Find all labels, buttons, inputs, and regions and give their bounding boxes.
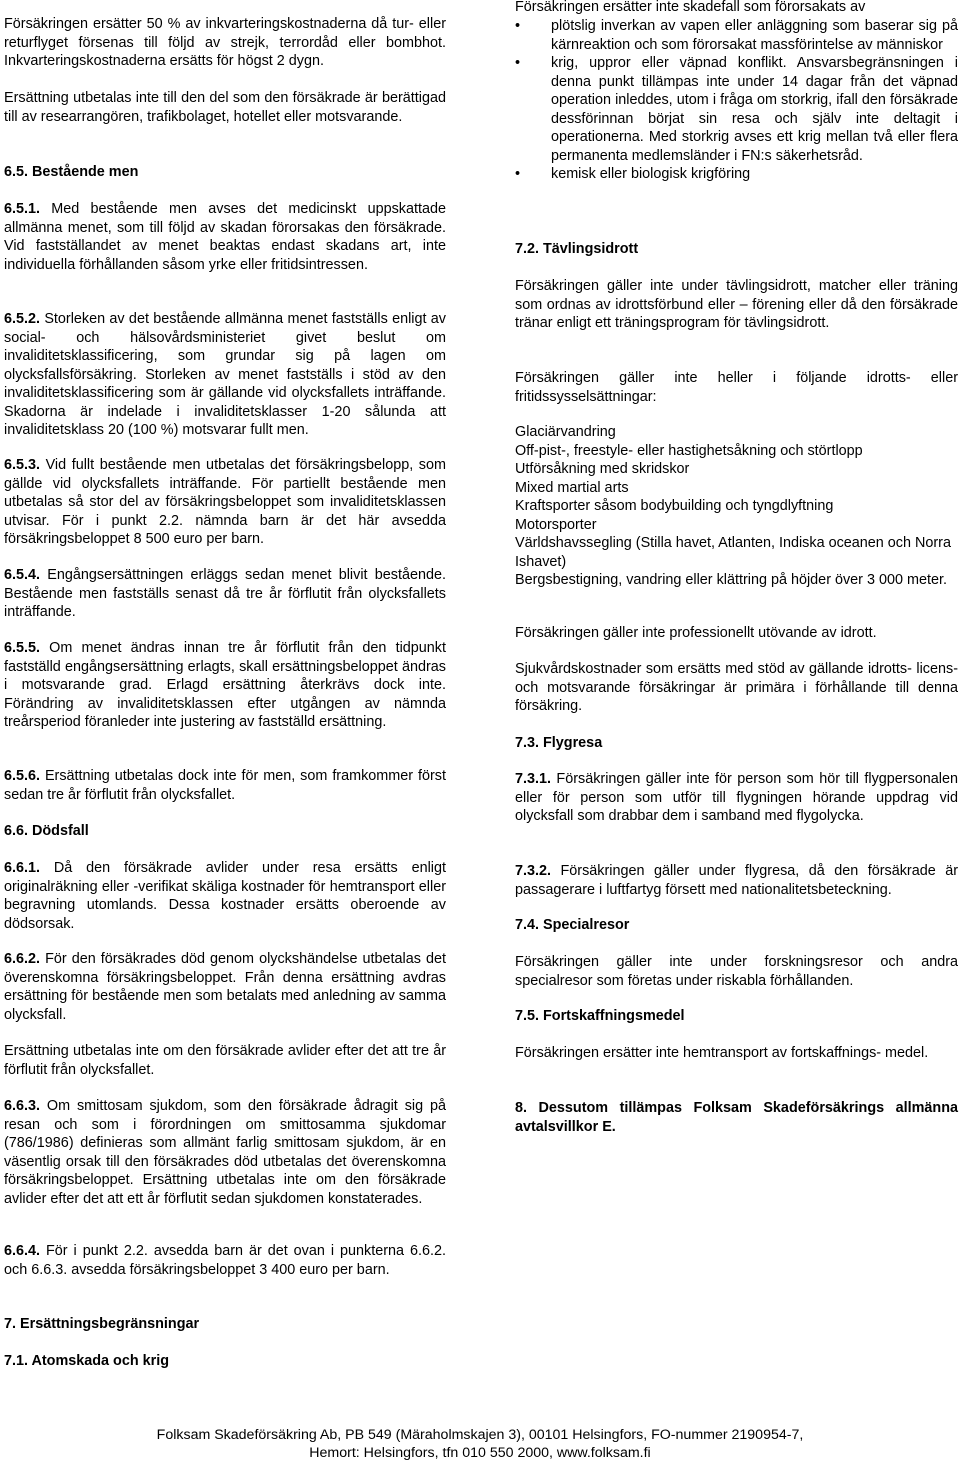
section-text: Vid fullt bestående men utbetalas det försäkringsbelopp, som gällde vid olycksfallets inträffande. För partiellt bestående men utbetalas så stor del av försäkringsbeloppet som invaliditetsklassen utvisar. För i punkt 2.2. nämnda barn är det här avsedda försäkringsbeloppet 8 500 euro per barn. xyxy=(4,457,446,547)
section-6-6-4 xyxy=(4,1242,446,1279)
paragraph-fortskaffning: Försäkringen ersätter inte hemtransport av fortskaffnings- medel. xyxy=(515,1045,929,1061)
paragraph-inkvartering: Försäkringen ersätter 50 % av inkvarteringskostnaderna då tur- eller returflyget försenas till följd av strejk, terrordåd eller bombhot. Inkvarteringskostnaderna ersätts för högst 2 dygn. xyxy=(4,16,446,69)
list-item: Kraftsporter såsom bodybuilding och tyngdlyftning xyxy=(515,498,834,514)
section-text: För den försäkrades död genom olyckshändelse utbetalas det överenskomna försäkringsbeloppet. Från denna ersättning avdras ersättning för bestående men som betalats med anledning av samma olycksfall. xyxy=(4,951,446,1023)
sports-list xyxy=(515,423,958,590)
section-text: Om menet ändras innan tre år förflutit från den tidpunkt fastställd engångsersättning erlagts, skall ersättningsbeloppet ändras i motsvarande grad. Erlagd ersättning återkrävs dock inte. Förändring av invaliditetsklassen efter utgången av nämnda treårsperiod föranleder inte justering av fastställd ersättning. xyxy=(4,640,446,730)
heading-7-3: 7.3. Flygresa xyxy=(515,735,603,751)
page-footer xyxy=(0,1426,960,1462)
section-number: 6.6.1. xyxy=(4,860,41,876)
paragraph-professionellt: Försäkringen gäller inte professionellt utövande av idrott. xyxy=(515,625,877,641)
section-number: 6.5.6. xyxy=(4,768,41,784)
section-number: 6.6.4. xyxy=(4,1243,41,1259)
list-item: Mixed martial arts xyxy=(515,479,629,496)
heading-6-5: 6.5. Bestående men xyxy=(4,164,139,180)
section-text: Försäkringen gäller under flygresa, då den försäkrade är passagerare i luftfartyg försett med nationalitetsbeteckning. xyxy=(515,863,958,898)
heading-6-6: 6.6. Dödsfall xyxy=(4,823,89,839)
list-item: Motorsporter xyxy=(515,516,597,533)
heading-7-1: 7.1. Atomskada och krig xyxy=(4,1353,170,1369)
paragraph-tavlingsidrott: Försäkringen gäller inte under tävlingsidrott, matcher eller träning som ordnas av idrottsförbund eller – förening eller då den försäkrade tränar enligt ett träningsprogram för tävlingsidrott. xyxy=(515,278,958,331)
section-number: 7.3.2. xyxy=(515,863,552,879)
section-number: 6.6.3. xyxy=(4,1098,41,1114)
section-text: Då den försäkrade avlider under resa ersätts enligt originalräkning eller -verifikat skäliga kostnader för hemtransport eller begravning utomlands. Dessa kostnader ersätts oberoende av dödsorsak. xyxy=(4,860,446,932)
list-item: • krig, uppror eller väpnad konflikt. Ansvarsbegränsningen i denna punkt tillämpas inte under 14 dagar från det väpnad operation inleddes, utom i fråga om storkrig, ifall den försäkrade dessförinnan börjat sin resa och själv inte deltagit i operationerna. Med storkrig avses ett krig mellan två eller flera permanenta medlemsländer i FN:s säkerhetsråd. xyxy=(515,54,958,165)
section-text: Med bestående men avses det medicinskt uppskattade allmänna menet, som till följd av skadan förorsakas den försäkrade. Vid fastställandet av menet beaktas endast skadans art, inte individuella förhållanden såsom yrke eller fritidsintressen. xyxy=(4,201,446,273)
section-text: Storleken av det bestående allmänna menet fastställs enligt av social- och hälsovårdsministeriet givet beslut om invaliditetsklassificering, som grundar sig på lagen om olycksfallsförsäkring. Storleken av menet fastställs i stöd av den invaliditetsklassificering som är gällande vid olycksfallets inträffande. Skadorna är indelade i invaliditetsklasser 1-20 sålunda att invaliditetsklass 20 (100 %) motsvarar fullt men. xyxy=(4,311,446,438)
footer-contact: Hemort: Helsingfors, tfn 010 550 2000, www.folksam.fi xyxy=(309,1445,651,1461)
paragraph-sjukvard: Sjukvårdskostnader som ersätts med stöd av gällande idrotts- licens- och motsvarande försäkringar är primära i förhållande till denna försäkring. xyxy=(515,661,958,714)
section-6-5-5 xyxy=(4,639,446,732)
list-item: • plötslig inverkan av vapen eller anläggning som baserar sig på kärnreaktion och som förorsakat massförintelse av människor xyxy=(515,17,958,54)
list-item: Världshavssegling (Stilla havet, Atlanten, Indiska oceanen och Norra Ishavet) xyxy=(515,535,951,570)
section-6-6-2 xyxy=(4,950,446,1024)
heading-7-2: 7.2. Tävlingsidrott xyxy=(515,241,639,257)
section-6-5-6 xyxy=(4,767,446,804)
section-text: Ersättning utbetalas dock inte för men, som framkommer först sedan tre år förflutit från olycksfallet. xyxy=(4,768,446,803)
heading-8: 8. Dessutom tillämpas Folksam Skadeförsäkrings allmänna avtalsvillkor E. xyxy=(515,1100,958,1135)
section-number: 6.5.5. xyxy=(4,640,41,656)
exclusion-list xyxy=(515,17,958,184)
footer-address: Folksam Skadeförsäkring Ab, PB 549 (Märaholmskajen 3), 00101 Helsingfors, FO-nummer 2190954-7, xyxy=(156,1427,804,1443)
section-number: 6.5.2. xyxy=(4,311,41,327)
section-6-6-1 xyxy=(4,859,446,933)
paragraph-skadefall-intro: Försäkringen ersätter inte skadefall som förorsakats av xyxy=(515,0,866,15)
section-6-5-2 xyxy=(4,310,446,440)
section-number: 6.5.4. xyxy=(4,567,41,583)
section-number: 6.5.3. xyxy=(4,457,41,473)
section-6-5-4 xyxy=(4,566,446,622)
section-7-3-2 xyxy=(515,862,958,899)
list-item: Off-pist-, freestyle- eller hastighetsåkning och störtlopp xyxy=(515,442,863,459)
section-text: Engångsersättningen erläggs sedan menet blivit bestående. Bestående men fastställs senast då tre år förflutit från olycksfallets inträffande. xyxy=(4,567,446,620)
paragraph-specialresor: Försäkringen gäller inte under forskningsresor och andra specialresor som företas under riskabla förhållanden. xyxy=(515,954,958,989)
section-7-3-1 xyxy=(515,770,958,826)
heading-7-4: 7.4. Specialresor xyxy=(515,917,630,933)
section-text: För i punkt 2.2. avsedda barn är det ovan i punkterna 6.6.2. och 6.6.3. avsedda försäkringsbeloppet 3 400 euro per barn. xyxy=(4,1243,446,1278)
paragraph-efter-tre-ar: Ersättning utbetalas inte om den försäkrade avlider efter det att tre år förflutit från olycksfallet. xyxy=(4,1043,446,1078)
heading-7: 7. Ersättningsbegränsningar xyxy=(4,1316,200,1332)
section-6-6-3 xyxy=(4,1097,446,1208)
list-item: Bergsbestigning, vandring eller klättring på höjder över 3 000 meter. xyxy=(515,572,947,588)
heading-7-5: 7.5. Fortskaffningsmedel xyxy=(515,1008,685,1024)
section-text: Försäkringen gäller inte för person som hör till flygpersonalen eller för person som utför till flygningen hörande uppdrag vid olycksfall som drabbar dem i samband med flygolycka. xyxy=(515,771,958,824)
section-number: 6.6.2. xyxy=(4,951,41,967)
list-item: Utförsåkning med skridskor xyxy=(515,461,690,477)
section-6-5-1 xyxy=(4,200,446,274)
section-number: 7.3.1. xyxy=(515,771,552,787)
paragraph-researrangor: Ersättning utbetalas inte till den del som den försäkrade är berättigad till av researrangören, trafikbolaget, hotellet eller motsvarande. xyxy=(4,90,446,125)
section-6-5-3 xyxy=(4,456,446,549)
section-text: Om smittosam sjukdom, som den försäkrade ådragit sig på resan och som i förordningen om smittosamma sjukdomar (786/1986) definieras som allmänt farlig smittosam sjukdom, är en väsentlig orsak till den försäkrades död utbetalas det överenskomna försäkringsbeloppet. Ersättning utbetalas inte om den försäkrade avlider efter det att ett år förflutit sedan sjukdomen konstaterades. xyxy=(4,1098,446,1207)
section-number: 6.5.1. xyxy=(4,201,41,217)
list-item: Glaciärvandring xyxy=(515,424,616,440)
paragraph-fritid: Försäkringen gäller inte heller i följande idrotts- eller fritidssysselsättningar: xyxy=(515,370,958,405)
list-item: • kemisk eller biologisk krigföring xyxy=(515,165,958,184)
